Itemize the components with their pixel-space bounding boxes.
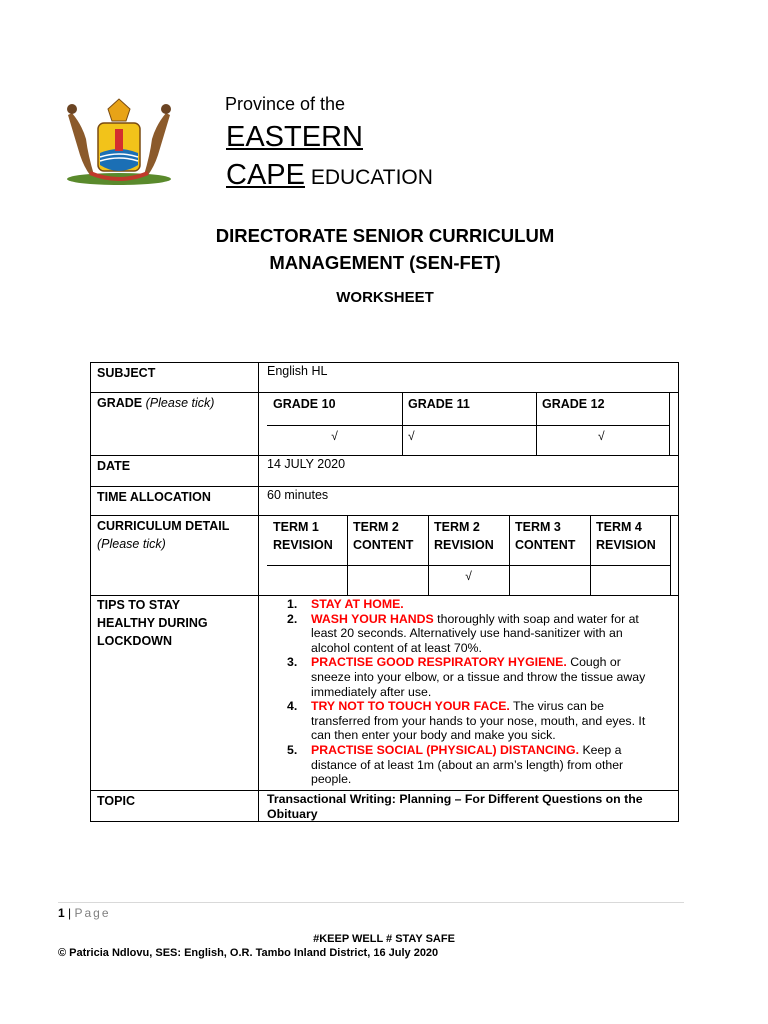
grade-label — [91, 393, 259, 455]
term-3-tick-cell[interactable] — [509, 566, 591, 596]
tip-item — [267, 612, 647, 656]
term-2a-line2: CONTENT — [353, 538, 414, 552]
term-1-line1: TERM 1 — [273, 520, 319, 534]
tip-heading: PRACTISE SOCIAL (PHYSICAL) DISTANCING. — [311, 742, 580, 757]
tip-item — [267, 743, 647, 787]
term-2-revision-header — [428, 516, 510, 566]
tip-item — [267, 699, 647, 743]
term-4-tick-cell[interactable] — [590, 566, 671, 596]
topic-value: Transactional Writing: Planning – For Different Questions on the Obituary — [267, 792, 643, 821]
subject-value: English HL — [267, 364, 328, 378]
coat-of-arms-logo — [60, 95, 178, 187]
grade-10-tick[interactable]: √ — [267, 426, 403, 456]
grade-11-tick[interactable]: √ — [402, 426, 537, 456]
tip-number: 1. — [287, 597, 298, 611]
cape-education-heading — [226, 158, 433, 195]
tip-heading: TRY NOT TO TOUCH YOUR FACE. — [311, 699, 510, 714]
tips-label-line-1: TIPS TO STAY — [97, 598, 181, 612]
tip-item — [267, 597, 647, 612]
grade-12-header: GRADE 12 — [536, 393, 670, 426]
tip-item — [267, 655, 647, 699]
term-1-revision-header — [267, 516, 348, 566]
tip-number: 4. — [287, 699, 298, 714]
tip-text: Cough or sneeze into your elbow, or a tissue and throw the tissue away immediately after use. — [311, 655, 646, 699]
tip-number: 2. — [287, 611, 298, 626]
page-number-footer — [58, 906, 111, 920]
page-separator: | — [64, 906, 75, 920]
tips-label — [91, 596, 259, 790]
tips-label-line-2: HEALTHY DURING — [97, 616, 208, 630]
time-allocation-value: 60 minutes — [267, 488, 329, 502]
province-of-the-text: Province of the — [225, 94, 346, 114]
term-3-line1: TERM 3 — [515, 520, 561, 534]
term-3-content-header — [509, 516, 591, 566]
tips-label-line-3: LOCKDOWN — [97, 634, 172, 648]
tip-heading: WASH YOUR HANDS — [311, 611, 434, 626]
grade-row — [91, 393, 678, 456]
grade-label-text: GRADE — [97, 396, 143, 410]
term-2-content-header — [347, 516, 429, 566]
term-2a-line1: TERM 2 — [353, 520, 399, 534]
curriculum-detail-label-text: CURRICULUM DETAIL — [97, 519, 230, 533]
topic-label: TOPIC — [91, 791, 259, 821]
term-3-line2: CONTENT — [515, 538, 576, 552]
curriculum-detail-label — [91, 516, 259, 595]
grade-10-header: GRADE 10 — [267, 393, 403, 426]
tip-number: 5. — [287, 742, 298, 757]
page-word: Page — [74, 906, 111, 920]
term-1-tick-cell[interactable] — [267, 566, 348, 596]
education-heading: EDUCATION — [304, 166, 433, 189]
cape-heading: CAPE — [226, 159, 305, 191]
term-4-revision-header — [590, 516, 671, 566]
time-allocation-label: TIME ALLOCATION — [91, 487, 259, 515]
term-2b-line1: TERM 2 — [434, 520, 480, 534]
subject-label: SUBJECT — [91, 363, 259, 392]
tip-heading: STAY AT HOME. — [311, 597, 404, 611]
page-number: 1 — [58, 906, 65, 920]
curriculum-detail-hint: (Please tick) — [97, 537, 166, 551]
footer-divider — [58, 902, 684, 903]
term-1-line2: REVISION — [273, 538, 333, 552]
tips-list — [267, 597, 647, 787]
grade-hint: (Please tick) — [145, 396, 215, 410]
topic-row — [91, 791, 678, 821]
term-2-revision-tick-cell[interactable]: √ — [428, 566, 510, 596]
tip-heading: PRACTISE GOOD RESPIRATORY HYGIENE. — [311, 655, 567, 670]
eastern-heading: EASTERN — [226, 121, 363, 153]
slogan-footer: #KEEP WELL # STAY SAFE — [313, 933, 455, 945]
term-4-line1: TERM 4 — [596, 520, 642, 534]
copyright-footer: © Patricia Ndlovu, SES: English, O.R. Tambo Inland District, 16 July 2020 — [58, 947, 439, 959]
grade-12-tick[interactable]: √ — [536, 426, 670, 456]
date-row — [91, 456, 678, 487]
tips-row — [91, 596, 678, 791]
directorate-title — [160, 222, 610, 276]
time-allocation-row — [91, 487, 678, 516]
term-2b-line2: REVISION — [434, 538, 494, 552]
date-value: 14 JULY 2020 — [267, 457, 346, 471]
term-4-line2: REVISION — [596, 538, 656, 552]
tip-number: 3. — [287, 655, 298, 670]
worksheet-title: WORKSHEET — [336, 289, 434, 306]
curriculum-detail-row — [91, 516, 678, 596]
directorate-line-1: DIRECTORATE SENIOR CURRICULUM — [215, 225, 555, 246]
tip-text: thoroughly with soap and water for at least 20 seconds. Alternatively use hand-sanitizer with an alcohol content of at least 70%. — [311, 611, 639, 655]
subject-row — [91, 363, 678, 393]
directorate-line-2: MANAGEMENT (SEN-FET) — [269, 252, 501, 273]
grade-11-header: GRADE 11 — [402, 393, 537, 426]
worksheet-info-table — [90, 362, 679, 822]
date-label: DATE — [91, 456, 259, 486]
tip-text: Keep a distance of at least 1m (about an arm’s length) from other people. — [311, 742, 624, 787]
tip-text: The virus can be transferred from your hands to your nose, mouth, and eyes. It can then enter your body and make you sick. — [311, 699, 646, 743]
term-2-content-tick-cell[interactable] — [347, 566, 429, 596]
